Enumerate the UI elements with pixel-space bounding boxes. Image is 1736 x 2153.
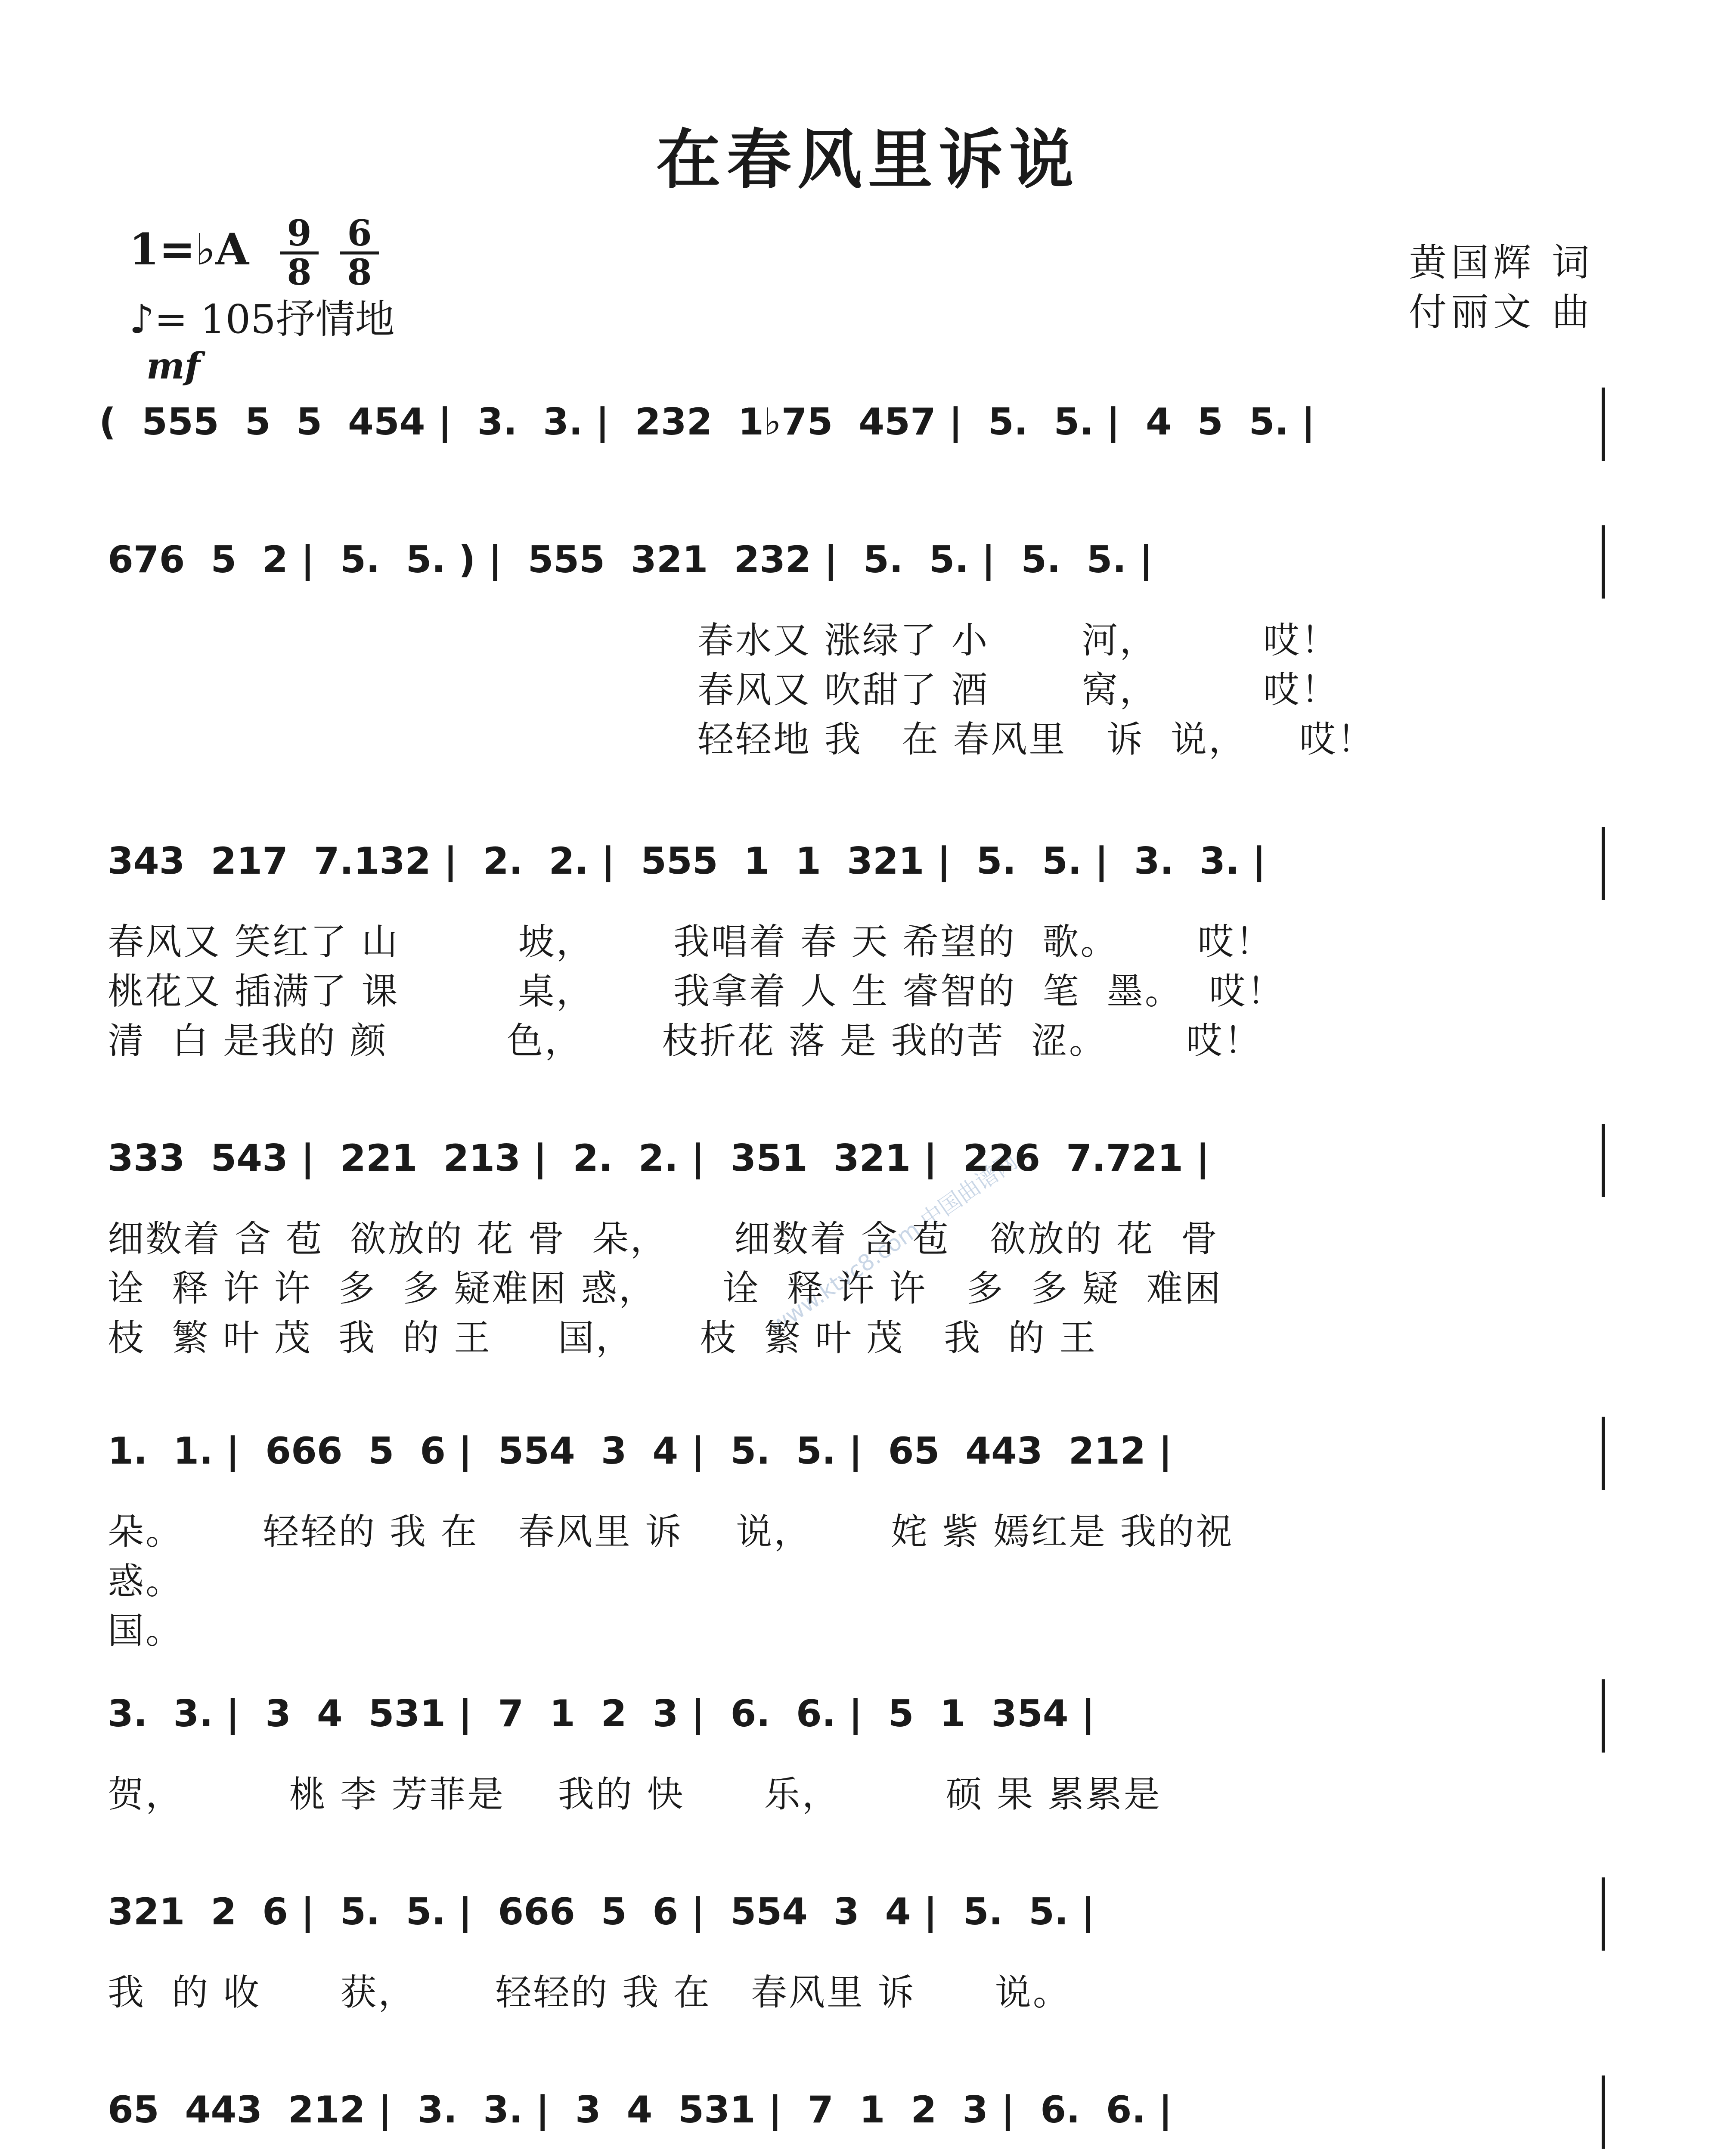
lyric-line: 诠 释 许 许 多 多 疑难困 惑， 诠 释 许 许 多 多 疑 难困 [108,1267,1222,1309]
time-signature-2-numerator: 6 [347,213,372,254]
lyric-line: 枝 繁 叶 茂 我 的 王 国， 枝 繁 叶 茂 我 的 王 [108,1317,1097,1359]
tempo-marking: ♪= 105抒情地 [129,296,395,342]
watermark: www.ktvc8.com 中国曲谱网 [765,1148,1023,1339]
lyric-line: 春风又 吹甜了 酒 窝， 哎！ [698,669,1339,711]
composer-credit: 付丽文 曲 [1409,290,1594,334]
key-signature: 1=♭A [129,224,249,275]
notation-row-4: 333 543 | 221 213 | 2. 2. | 351 321 | 226 7.721 | [108,1137,1210,1180]
notation-row-8: 65 443 212 | 3. 3. | 3 4 531 | 7 1 2 3 | 6. 6. | [108,2088,1172,2131]
lyric-line: 春水又 涨绿了 小 河， 哎！ [698,619,1339,661]
lyric-line: 春风又 笑红了 山 坡， 我唱着 春 天 希望的 歌。 哎！ [108,921,1274,963]
final-barline-row-4 [1602,1124,1605,1197]
time-signature-2-denominator: 8 [340,251,379,291]
notation-row-6: 3. 3. | 3 4 531 | 7 1 2 3 | 6. 6. | 5 1 354 | [108,1692,1095,1735]
dynamic-mark: mf [146,344,201,387]
final-barline-row-3 [1602,827,1605,900]
lyric-line: 轻轻地 我 在 春风里 诉 说， 哎！ [698,718,1375,760]
lyric-line: 朵。 轻轻的 我 在 春风里 诉 说， 姹 紫 嫣红是 我的祝 [108,1511,1234,1553]
final-barline-row-5 [1602,1417,1605,1490]
lyric-line: 惑。 [108,1560,184,1602]
lyric-line: 我 的 收 获， 轻轻的 我 在 春风里 诉 说。 [108,1971,1071,2013]
time-signature-1-denominator: 8 [280,251,319,291]
notation-row-1: ( 555 5 5 454 | 3. 3. | 232 1♭75 457 | 5. 5. | 4 5 5. | [99,400,1315,444]
notation-row-2: 676 5 2 | 5. 5. ) | 555 321 232 | 5. 5. | 5. 5. | [108,538,1153,581]
notation-row-3: 343 217 7.132 | 2. 2. | 555 1 1 321 | 5. 5. | 3. 3. | [108,840,1266,883]
lyric-line: 桃花又 插满了 课 桌， 我拿着 人 生 睿智的 笔 墨。 哎！ [108,970,1285,1012]
notation-row-7: 321 2 6 | 5. 5. | 666 5 6 | 554 3 4 | 5. 5. | [108,1890,1095,1933]
final-barline-row-1 [1602,388,1605,461]
lyric-line: 贺， 桃 李 芳菲是 我的 快 乐， 硕 果 累累是 [108,1773,1162,1815]
final-barline-row-2 [1602,525,1605,599]
notation-row-5: 1. 1. | 666 5 6 | 554 3 4 | 5. 5. | 65 443 212 | [108,1430,1172,1473]
lyric-line: 细数着 含 苞 欲放的 花 骨 朵， 细数着 含 苞 欲放的 花 骨 [108,1218,1219,1260]
lyric-line: 国。 [108,1610,184,1652]
final-barline-row-8 [1602,2075,1605,2149]
lyric-line: 清 白 是我的 颜 色， 枝折花 落 是 我的苦 涩。 哎！ [108,1020,1262,1062]
lyricist-credit: 黄国辉 词 [1409,240,1594,285]
final-barline-row-7 [1602,1877,1605,1951]
time-signature-1-numerator: 9 [287,213,312,254]
final-barline-row-6 [1602,1679,1605,1753]
page-title: 在春风里诉说 [656,122,1080,198]
